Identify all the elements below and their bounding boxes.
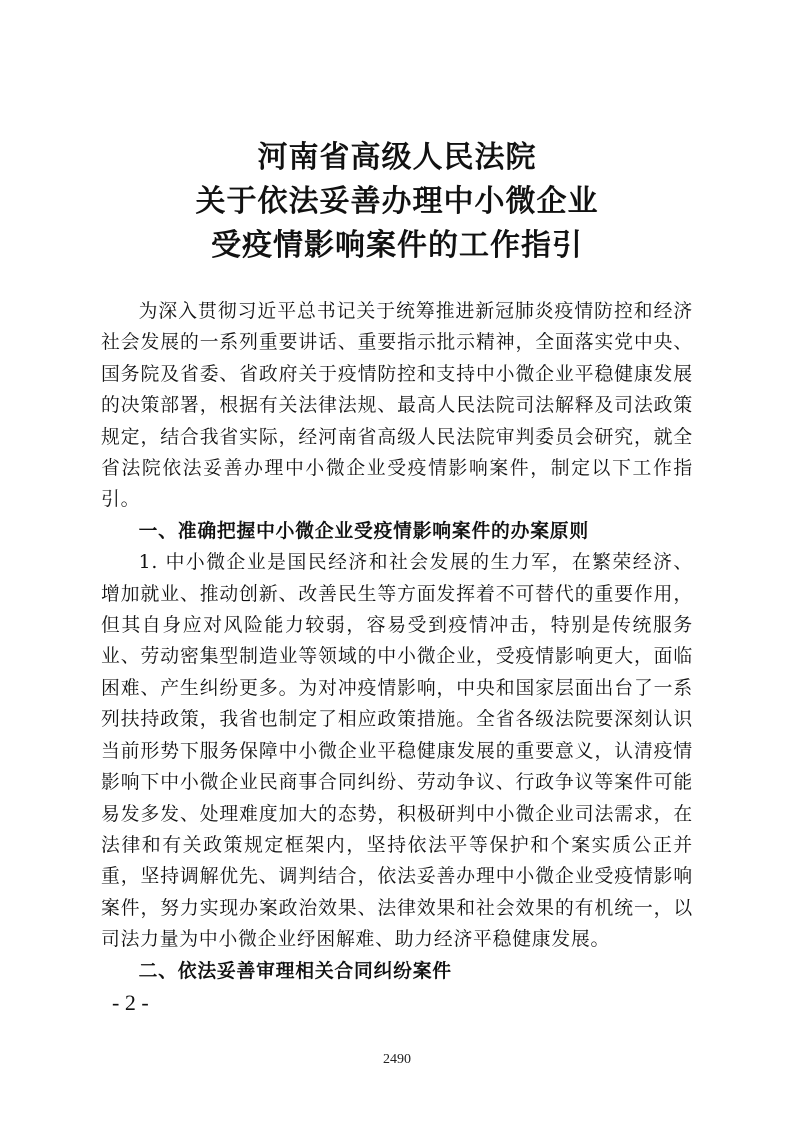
intro-paragraph: 为深入贯彻习近平总书记关于统筹推进新冠肺炎疫情防控和经济社会发展的一系列重要讲话、重要指示批示精神，全面落实党中央、国务院及省委、省政府关于疫情防控和支持中小微企业平稳健康发展的决策部署，根据有关法律法规、最高人民法院司法解释及司法政策规定，结合我省实际，经河南省高级人民法院审判委员会研究，就全省法院依法妥善办理中小微企业受疫情影响案件，制定以下工作指引。 [101,301,693,511]
section-1-heading: 一、准确把握中小微企业受疫情影响案件的办案原则 [138,520,589,542]
page-number: - 2 - [112,990,149,1015]
footer-number: 2490 [383,1052,411,1067]
section-2-heading: 二、依法妥善审理相关合同纠纷案件 [138,960,452,982]
title-line-2: 关于依法妥善办理中小微企业 [195,184,599,219]
section-1-paragraph-1: 1. 中小微企业是国民经济和社会发展的生力军，在繁荣经济、增加就业、推动创新、改善民生等方面发挥着不可替代的重要作用，但其自身应对风险能力较弱，容易受到疫情冲击，特别是传统服务业、劳动密集型制造业等领域的中小微企业，受疫情影响更大，面临困难、产生纠纷更多。为对冲疫情影响，中央和国家层面出台了一系列扶持政策，我省也制定了相应政策措施。全省各级法院要深刻认识当前形势下服务保障中小微企业平稳健康发展的重要意义，认清疫情影响下中小微企业民商事合同纠纷、劳动争议、行政争议等案件可能易发多发、处理难度加大的态势，积极研判中小微企业司法需求，在法律和有关政策规定框架内，坚持依法平等保护和个案实质公正并重，坚持调解优先、调判结合，依法妥善办理中小微企业受疫情影响案件，努力实现办案政治效果、法律效果和社会效果的有机统一，以司法力量为中小微企业纾困解难、助力经济平稳健康发展。 [101,552,693,951]
document-title [100,136,694,268]
document-body [101,296,693,987]
title-line-1: 河南省高级人民法院 [257,140,537,175]
title-line-3: 受疫情影响案件的工作指引 [211,228,583,263]
